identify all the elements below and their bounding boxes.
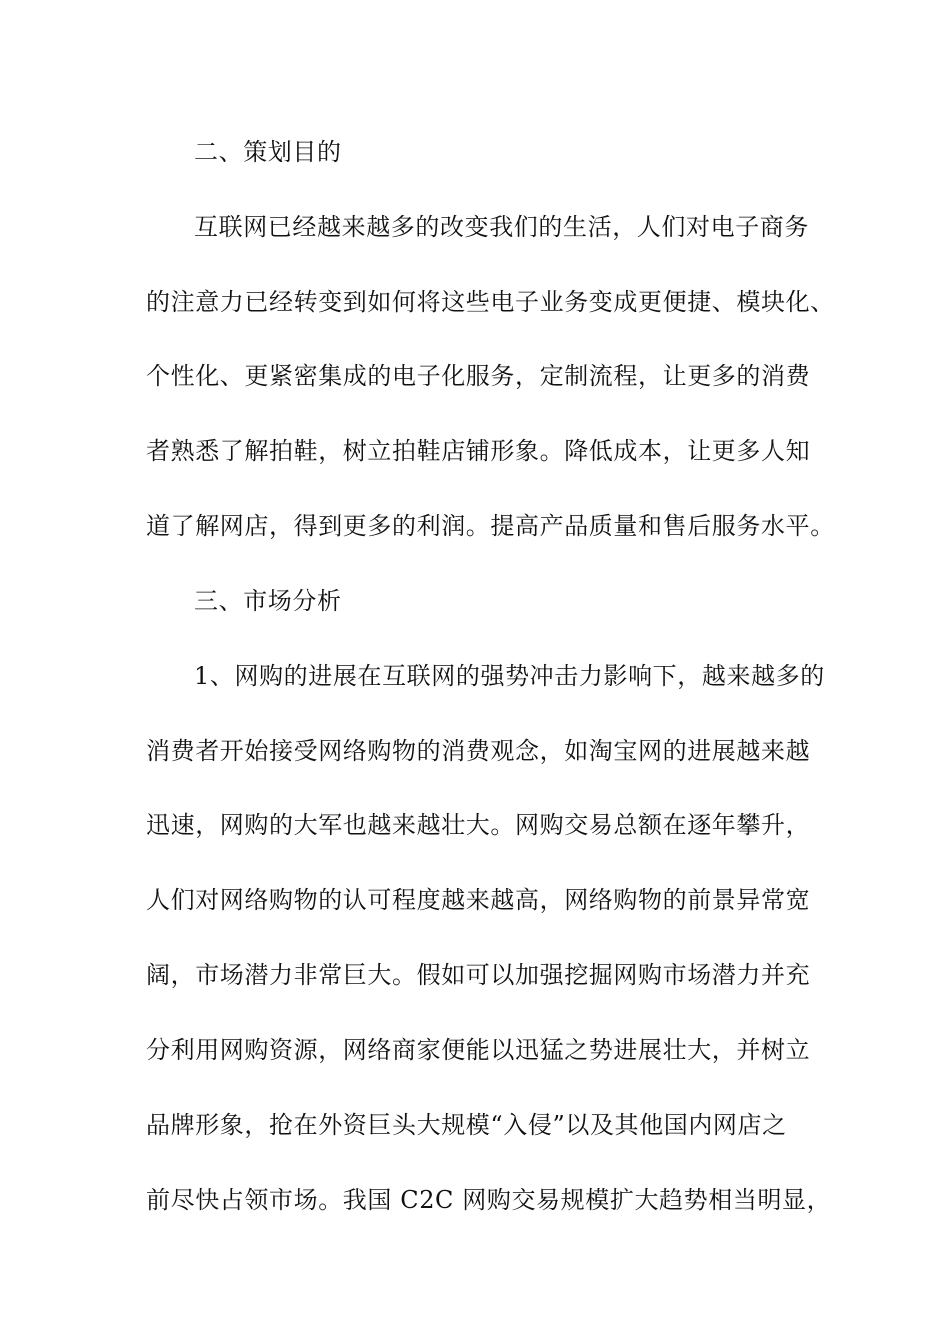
paragraph-line: 前尽快占领市场。我国 C2C 网购交易规模扩大趋势相当明显，: [146, 1186, 832, 1214]
paragraph-line: 者熟悉了解拍鞋，树立拍鞋店铺形象。降低成本，让更多人知: [146, 437, 811, 465]
paragraph-line: 个性化、更紧密集成的电子化服务，定制流程，让更多的消费: [146, 362, 811, 390]
paragraph-line: 品牌形象，抢在外资巨头大规模“入侵”以及其他国内网店之: [146, 1111, 787, 1139]
paragraph-line: 分利用网购资源，网络商家便能以迅猛之势进展壮大，并树立: [146, 1036, 811, 1064]
paragraph-line: 人们对网络购物的认可程度越来越高，网络购物的前景异常宽: [146, 886, 811, 914]
paragraph-line: 互联网已经越来越多的改变我们的生活，人们对电子商务: [194, 213, 809, 241]
paragraph-line: 道了解网店，得到更多的利润。提高产品质量和售后服务水平。: [146, 512, 835, 540]
paragraph-line: 的注意力已经转变到如何将这些电子业务变成更便捷、模块化、: [146, 288, 835, 316]
paragraph-line: 迅速，网购的大军也越来越壮大。网购交易总额在逐年攀升，: [146, 811, 811, 839]
paragraph-line: 1、网购的进展在互联网的强势冲击力影响下，越来越多的: [194, 662, 825, 690]
section-heading-planning-purpose: 二、策划目的: [194, 138, 342, 166]
section-heading-market-analysis: 三、市场分析: [194, 587, 342, 615]
paragraph-line: 阔，市场潜力非常巨大。假如可以加强挖掘网购市场潜力并充: [146, 961, 811, 989]
paragraph-line: 消费者开始接受网络购物的消费观念，如淘宝网的进展越来越: [146, 737, 811, 765]
